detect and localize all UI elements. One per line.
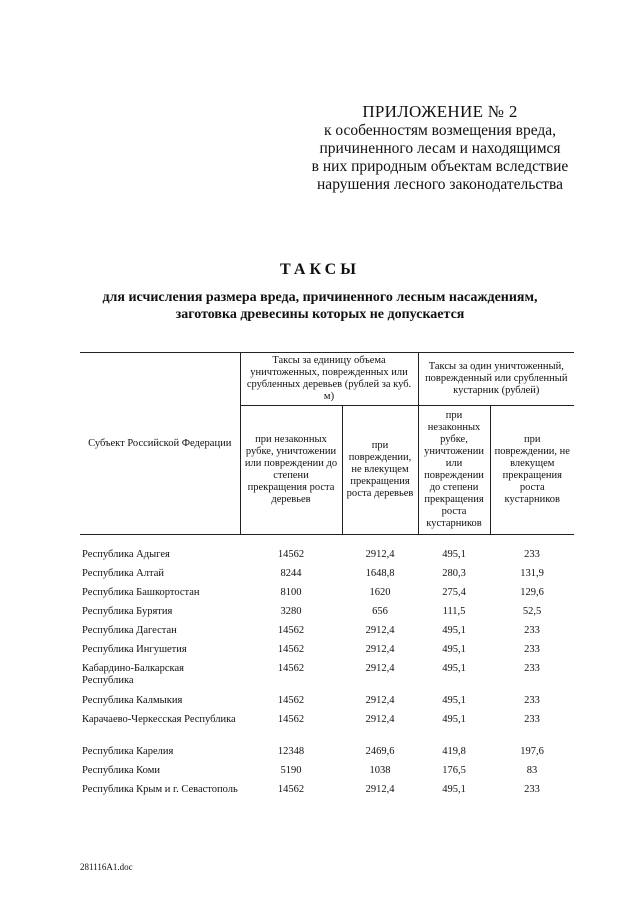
region-name: Республика Калмыкия <box>82 695 183 706</box>
region-name: Республика Карелия <box>82 746 174 757</box>
table-row <box>80 564 574 583</box>
table-row <box>80 621 574 640</box>
value-cell: 233 <box>524 549 540 560</box>
value-cell: 14562 <box>277 549 305 560</box>
value-cell: 2912,4 <box>365 549 395 560</box>
value-cell: 5190 <box>280 765 302 776</box>
value-cell: 197,6 <box>520 746 544 757</box>
value-cell: 2912,4 <box>365 695 395 706</box>
value-cell: 12348 <box>277 746 305 757</box>
value-cell: 176,5 <box>442 765 466 776</box>
value-cell: 14562 <box>277 695 305 706</box>
value-cell: 233 <box>524 695 540 706</box>
file-name-footer: 281116A1.doc <box>80 862 133 872</box>
value-cell: 14562 <box>277 714 305 725</box>
value-cell: 233 <box>524 625 540 636</box>
appendix-line: в них природным объектам вследствие <box>311 158 569 175</box>
value-cell: 14562 <box>277 663 305 674</box>
value-cell: 52,5 <box>522 606 542 617</box>
shrubs-group-header: Таксы за один уничтоженный, поврежденный или срубленный кустарник (рублей) <box>418 353 574 406</box>
appendix-line: к особенностям возмещения вреда, <box>323 122 557 139</box>
value-cell: 233 <box>524 663 540 674</box>
table-row <box>80 780 574 812</box>
value-cell: 83 <box>526 765 538 776</box>
region-name: Кабардино-Балкарская Республика <box>82 663 184 686</box>
table-spacer <box>80 535 574 546</box>
region-name: Республика Дагестан <box>82 625 177 636</box>
value-cell: 8244 <box>280 568 302 579</box>
value-cell: 656 <box>372 606 388 617</box>
region-name: Карачаево-Черкесская Республика <box>82 714 236 725</box>
region-name: Республика Башкортостан <box>82 587 200 598</box>
table-row <box>80 710 574 742</box>
value-cell: 8100 <box>280 587 302 598</box>
value-cell: 3280 <box>280 606 302 617</box>
document-subtitle <box>70 289 570 323</box>
table-row <box>80 583 574 602</box>
table-row <box>80 545 574 564</box>
appendix-block <box>280 102 600 194</box>
value-cell: 495,1 <box>442 644 466 655</box>
region-name: Республика Коми <box>82 765 160 776</box>
value-cell: 2912,4 <box>365 625 395 636</box>
col-shrub-damage-header: при повреждении, не влекущем прекращения роста кустарников <box>490 406 574 535</box>
value-cell: 2912,4 <box>365 644 395 655</box>
value-cell: 129,6 <box>520 587 544 598</box>
document-title: ТАКСЫ <box>280 261 360 278</box>
value-cell: 495,1 <box>442 549 466 560</box>
rates-table <box>80 352 574 812</box>
value-cell: 280,3 <box>442 568 466 579</box>
value-cell: 14562 <box>277 644 305 655</box>
region-name: Республика Крым и г. Севастополь <box>82 784 238 795</box>
value-cell: 1648,8 <box>365 568 395 579</box>
subtitle-line: для исчисления размера вреда, причиненного лесным насаждениям, <box>102 290 538 305</box>
value-cell: 14562 <box>277 625 305 636</box>
value-cell: 495,1 <box>442 784 466 795</box>
table-row <box>80 602 574 621</box>
value-cell: 233 <box>524 784 540 795</box>
value-cell: 131,9 <box>520 568 544 579</box>
value-cell: 2469,6 <box>365 746 395 757</box>
value-cell: 495,1 <box>442 625 466 636</box>
value-cell: 233 <box>524 714 540 725</box>
trees-group-header: Таксы за единицу объема уничтоженных, поврежденных или срубленных деревьев (рублей за куб. м) <box>240 353 418 406</box>
value-cell: 1620 <box>369 587 391 598</box>
value-cell: 2912,4 <box>365 784 395 795</box>
value-cell: 419,8 <box>442 746 466 757</box>
region-name: Республика Ингушетия <box>82 644 187 655</box>
table-row <box>80 761 574 780</box>
col-shrub-felling-header: при незаконных рубке, уничтожении или повреждении до степени прекращения роста кустарников <box>418 406 490 535</box>
region-name: Республика Алтай <box>82 568 165 579</box>
table-row <box>80 691 574 710</box>
value-cell: 495,1 <box>442 714 466 725</box>
value-cell: 2912,4 <box>365 714 395 725</box>
subject-header: Субъект Российской Федерации <box>80 353 240 535</box>
value-cell: 111,5 <box>442 606 466 617</box>
col-tree-damage-header: при повреждении, не влекущем прекращения роста деревьев <box>342 406 418 535</box>
value-cell: 495,1 <box>442 695 466 706</box>
appendix-line: нарушения лесного законодательства <box>317 176 563 193</box>
value-cell: 14562 <box>277 784 305 795</box>
subtitle-line: заготовка древесины которых не допускается <box>175 307 465 322</box>
value-cell: 1038 <box>369 765 391 776</box>
value-cell: 495,1 <box>442 663 466 674</box>
table-row <box>80 640 574 659</box>
table-row <box>80 742 574 761</box>
region-name: Республика Бурятия <box>82 606 173 617</box>
region-name: Республика Адыгея <box>82 549 170 560</box>
appendix-line: причиненного лесам и находящимся <box>319 140 561 157</box>
value-cell: 233 <box>524 644 540 655</box>
col-tree-felling-header: при незаконных рубке, уничтожении или повреждении до степени прекращения роста деревьев <box>240 406 342 535</box>
value-cell: 275,4 <box>442 587 466 598</box>
value-cell: 2912,4 <box>365 663 395 674</box>
appendix-title: ПРИЛОЖЕНИЕ № 2 <box>362 102 518 121</box>
table-row <box>80 659 574 691</box>
